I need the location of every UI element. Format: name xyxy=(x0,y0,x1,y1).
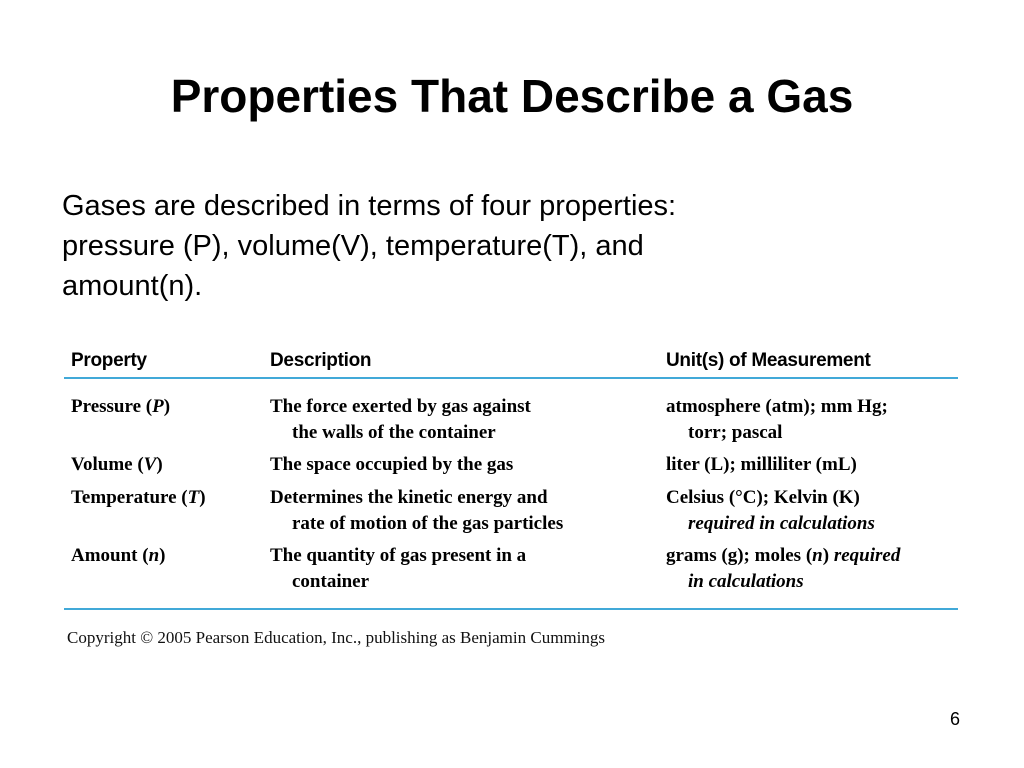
table-bottom-divider xyxy=(64,608,958,610)
row-temperature-property: Temperature (T) xyxy=(71,487,206,508)
row-pressure-units: atmosphere (atm); mm Hg; torr; pascal xyxy=(666,396,888,443)
intro-line: pressure (P), volume(V), temperature(T), and xyxy=(62,230,644,262)
row-temperature-description: Determines the kinetic energy and rate of motion of the gas particles xyxy=(270,487,564,534)
intro-line: amount(n). xyxy=(62,270,203,302)
intro-line: Gases are described in terms of four properties: xyxy=(62,190,677,222)
header-description: Description xyxy=(270,350,372,371)
row-amount-units: grams (g); moles (n) required in calculations xyxy=(666,545,901,592)
header-divider xyxy=(64,377,958,379)
row-temperature-units: Celsius (°C); Kelvin (K) required in calculations xyxy=(666,487,875,534)
row-volume-description: The space occupied by the gas xyxy=(270,454,514,475)
row-pressure-description: The force exerted by gas against the walls of the container xyxy=(270,396,531,443)
header-property: Property xyxy=(71,350,147,371)
slide-title: Properties That Describe a Gas xyxy=(170,70,854,122)
row-amount-property: Amount (n) xyxy=(71,545,166,566)
page-number: 6 xyxy=(949,709,960,729)
row-amount-description: The quantity of gas present in a container xyxy=(270,545,527,592)
intro-paragraph xyxy=(62,186,822,306)
row-volume-units: liter (L); milliliter (mL) xyxy=(666,454,857,475)
copyright-notice: Copyright © 2005 Pearson Education, Inc., publishing as Benjamin Cummings xyxy=(67,628,605,647)
gas-properties-table xyxy=(64,344,958,614)
row-volume-property: Volume (V) xyxy=(71,454,163,475)
row-pressure-property: Pressure (P) xyxy=(71,396,171,417)
header-units: Unit(s) of Measurement xyxy=(666,350,871,371)
